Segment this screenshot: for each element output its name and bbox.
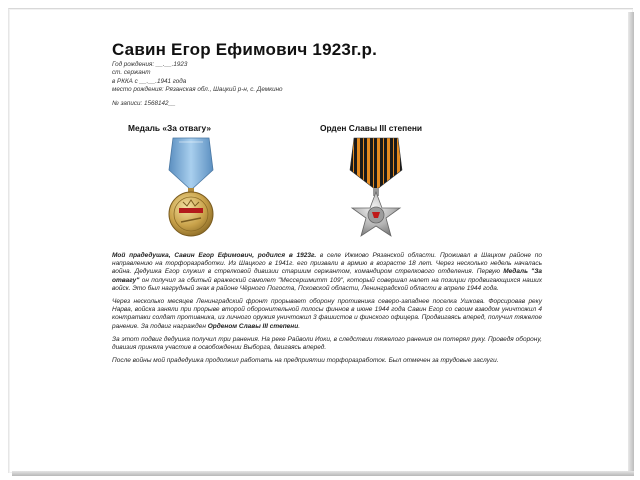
body-run: он получил за сбитый вражеский самолет "Мессершмитт 109", который совершал налет на позиции продвигающихся наших войск. Это был нагрудный знак в районе Чёрного Погоста, Псковской области, Ленинградской области в апреле 1944 года. <box>112 276 542 292</box>
body-run: в селе Ижмово Рязанской области. Проживал в Шацком районе по направлению на торфоразработки. Из Шацкого в 1941г. его призвали в армию в возрасте 18 лет. Через несколько недель началась война. Дедушка Егор служил в стрелковой дивизии старшим сержантом, командиром стрелкового отделения. Первую <box>112 252 542 276</box>
slide-shadow-right <box>628 12 634 474</box>
order-of-glory-icon <box>344 136 408 240</box>
archive-line: № записи: 1568142__ <box>112 99 176 107</box>
slide-shadow-bottom <box>12 471 634 476</box>
meta-line: в РККА с __.__.1941 года <box>112 77 187 85</box>
body-run: После войны мой прадедушка продолжил работать на предприятии торфоразработок. Был отмечен за трудовые заслуги. <box>112 357 499 365</box>
order-of-glory-label: Орден Славы III степени <box>320 123 423 133</box>
meta-line: место рождения: Рязанская обл., Шацкий р-н, с. Демкино <box>112 86 283 94</box>
page-title: Савин Егор Ефимович 1923г.р. <box>112 40 378 59</box>
paragraph <box>112 252 542 293</box>
medal-for-courage-icon <box>165 136 217 240</box>
body-run: . <box>298 322 300 330</box>
paragraph <box>112 357 542 365</box>
emphasis-text: Мой прадедушка, Савин Егор Ефимович, родился в 1923г. <box>112 252 317 259</box>
paragraph <box>112 336 542 352</box>
paragraph <box>112 298 542 331</box>
meta-line: ст. сержант <box>112 69 151 77</box>
medal-for-courage-label: Медаль «За отвагу» <box>128 123 212 133</box>
meta-line: Год рождения: __.__.1923 <box>112 61 188 68</box>
emphasis-text: Медаль "За отвагу" <box>112 268 542 284</box>
meta-block <box>112 61 412 108</box>
body-run: За этот подвиг дедушка получил три ранения. На реке Райволи Иоки, в следствии тяжелого ранения он потерял руку. Проведя оборону, дивизия приняла участие в освобождении Выборга, двигаясь вперед. <box>112 335 542 352</box>
emphasis-text: Орденом Славы III степени <box>207 322 299 330</box>
body-run: Через несколько месяцев Ленинградский фронт прорывает оборону противника северо-западнее поселка Ушкова. Форсировав реку Нарва, войска заняли при прорыве второй оборонительной полосы финнов в июне 1944 года Савин Егор со своим взводом уничтожил 4 контратаки солдат противника, из личного оружия уничтожил 3 фашистов и финского офицера. Продвигаясь вперед, получил тяжелое ранение. За подвиг награжден <box>112 298 542 330</box>
biography-text <box>112 252 542 370</box>
